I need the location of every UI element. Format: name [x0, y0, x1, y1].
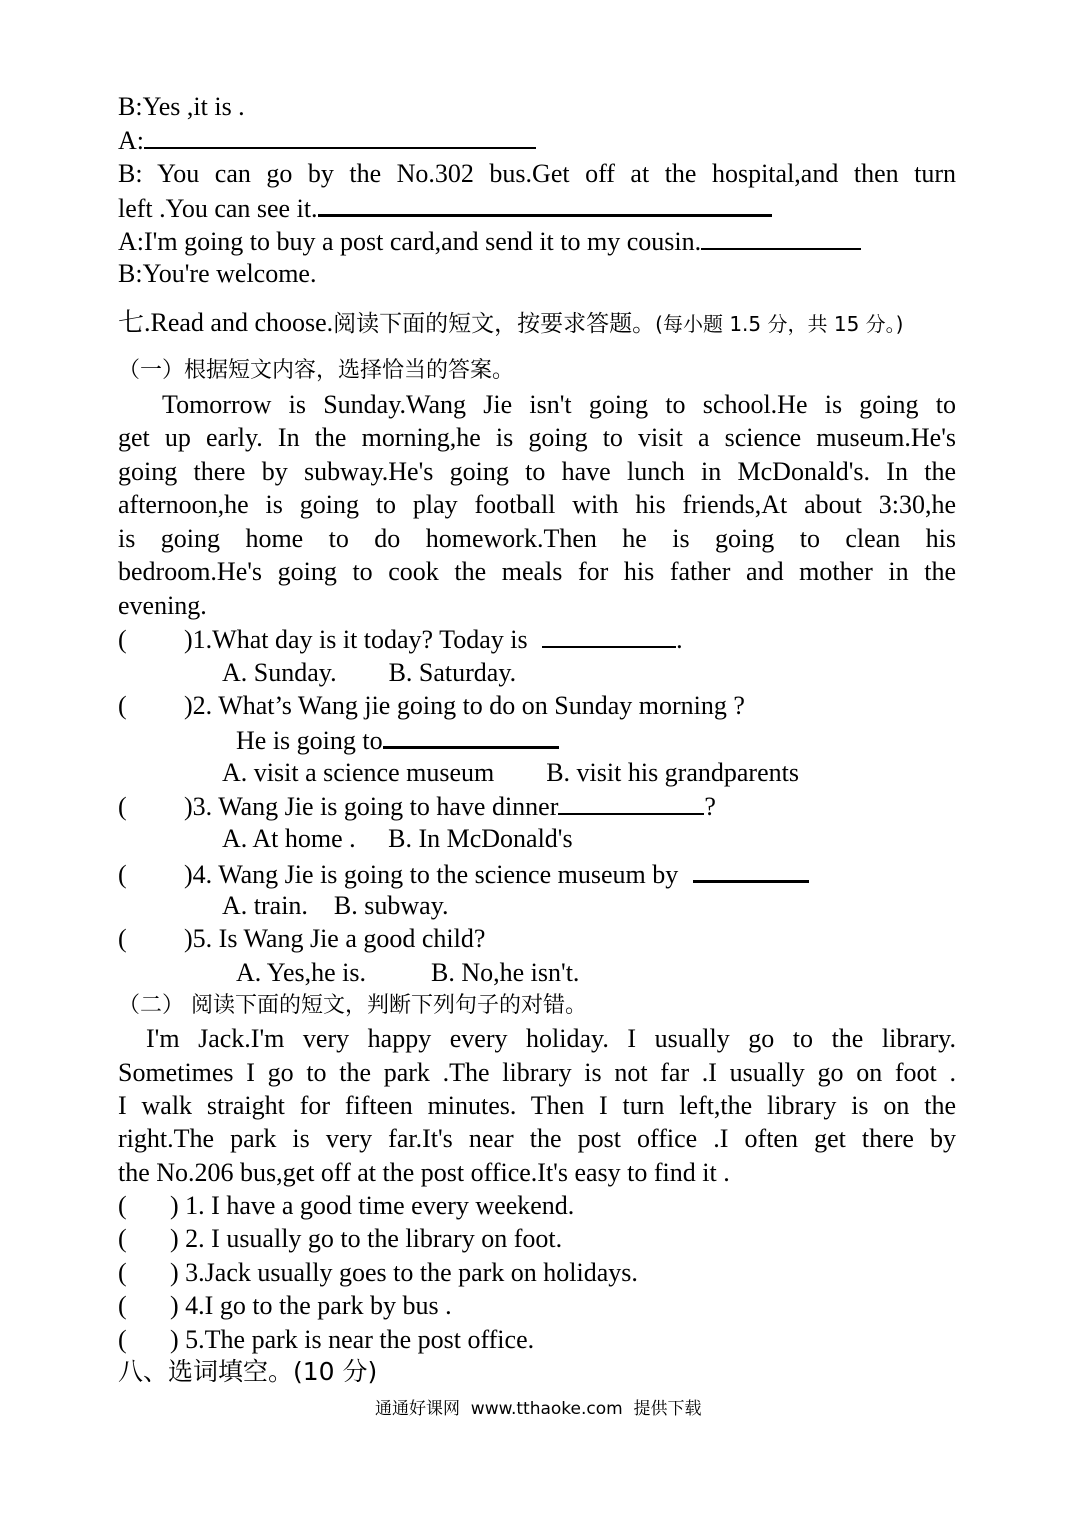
- score-note: (每小题 1.5 分，共 15 分。): [655, 312, 904, 336]
- passage-line: going there by subway.He's going to have lunch in McDonald's. In the: [118, 457, 956, 486]
- question: [118, 689, 745, 723]
- options: A. train. B. subway.: [222, 891, 449, 920]
- question-text: )3. Wang Jie is going to have dinner: [184, 792, 559, 821]
- dialog-text: B:Yes ,it is .: [118, 92, 245, 121]
- question-sub-text: He is going to: [236, 726, 383, 755]
- answer-paren[interactable]: (: [118, 860, 127, 889]
- true-false-item: [118, 1222, 562, 1256]
- part-title: （二） 阅读下面的短文，判断下列句子的对错。: [118, 993, 587, 1018]
- dialog-line: [118, 224, 861, 259]
- answer-paren[interactable]: (: [118, 625, 127, 654]
- answer-paren[interactable]: (: [118, 792, 127, 821]
- dialog-text: A:I'm going to buy a post card,and send it to my cousin.: [118, 227, 702, 256]
- question-end: ?: [704, 792, 716, 821]
- part-title: （一）根据短文内容，选择恰当的答案。: [118, 358, 515, 383]
- options: A. visit a science museum B. visit his grandparents: [222, 758, 799, 787]
- options: A. Sunday. B. Saturday.: [222, 658, 517, 687]
- dialog-line: B: You can go by the No.302 bus.Get off at the hospital,and then turn: [118, 159, 956, 188]
- question: [118, 922, 485, 956]
- section-title-en: 七.Read and choose.: [118, 308, 334, 337]
- passage-line: get up early. In the morning,he is going to visit a science museum.He's: [118, 423, 956, 452]
- passage-line: Sometimes I go to the park .The library is not far .I usually go on foot .: [118, 1058, 956, 1087]
- question-end: .: [676, 625, 683, 654]
- statement-text: ) 4.I go to the park by bus .: [170, 1291, 452, 1320]
- answer-blank[interactable]: [558, 789, 704, 815]
- passage-line: Tomorrow is Sunday.Wang Jie isn't going to school.He is going to: [162, 390, 956, 419]
- true-false-item: [118, 1256, 638, 1290]
- section-heading: [118, 306, 903, 341]
- true-false-item: [118, 1323, 534, 1357]
- question-text: )1.What day is it today? Today is: [184, 625, 535, 654]
- passage-line: the No.206 bus,get off at the post office.It's easy to find it .: [118, 1158, 730, 1187]
- dialog-line: [118, 90, 245, 124]
- options: A. At home . B. In McDonald's: [222, 824, 573, 853]
- answer-paren[interactable]: (: [118, 1258, 127, 1287]
- page-footer: 通通好课网 www.tthaoke.com 提供下载: [375, 1399, 702, 1419]
- statement-text: ) 2. I usually go to the library on foot.: [170, 1224, 563, 1253]
- passage-line: bedroom.He's going to cook the meals for his father and mother in the: [118, 557, 956, 586]
- passage-line: afternoon,he is going to play football with his friends,At about 3:30,he: [118, 490, 956, 519]
- statement-text: ) 5.The park is near the post office.: [170, 1325, 535, 1354]
- answer-paren[interactable]: (: [118, 1291, 127, 1320]
- answer-blank[interactable]: [144, 123, 536, 149]
- passage-line: is going home to do homework.Then he is going to clean his: [118, 524, 956, 553]
- question: [118, 622, 683, 657]
- answer-blank[interactable]: [701, 224, 861, 250]
- passage-line: right.The park is very far.It's near the post office .I often get there by: [118, 1124, 956, 1153]
- dialog-text: A:: [118, 126, 144, 155]
- options: A. Yes,he is. B. No,he isn't.: [236, 958, 580, 987]
- question: [118, 856, 809, 892]
- dialog-text: B:You're welcome.: [118, 259, 317, 288]
- answer-paren[interactable]: (: [118, 1224, 127, 1253]
- passage-line: I walk straight for fifteen minutes. Then I turn left,the library is on the: [118, 1091, 956, 1120]
- answer-paren[interactable]: (: [118, 691, 127, 720]
- question: [118, 789, 716, 824]
- answer-paren[interactable]: (: [118, 1325, 127, 1354]
- dialog-line: [118, 257, 316, 291]
- dialog-line: [118, 123, 536, 158]
- true-false-item: [118, 1289, 452, 1323]
- passage-line: I'm Jack.I'm very happy every holiday. I usually go to the library.: [146, 1024, 956, 1053]
- question-sub: [236, 722, 559, 758]
- answer-paren[interactable]: (: [118, 924, 127, 953]
- section-heading: 八、选词填空。(10 分): [118, 1357, 378, 1386]
- answer-blank[interactable]: [542, 622, 676, 648]
- question-text: )5. Is Wang Jie a good child?: [184, 924, 486, 953]
- dialog-line: [118, 190, 772, 226]
- question-text: )4. Wang Jie is going to the science museum by: [184, 860, 685, 889]
- passage-line: evening.: [118, 591, 207, 620]
- answer-blank[interactable]: [318, 190, 772, 217]
- statement-text: ) 1. I have a good time every weekend.: [170, 1191, 575, 1220]
- section-title-zh: 阅读下面的短文，按要求答题。: [333, 311, 656, 337]
- answer-blank[interactable]: [383, 722, 559, 749]
- dialog-text: left .You can see it.: [118, 194, 318, 223]
- question-text: )2. What’s Wang jie going to do on Sunday morning ?: [184, 691, 745, 720]
- statement-text: ) 3.Jack usually goes to the park on holidays.: [170, 1258, 638, 1287]
- answer-blank[interactable]: [693, 856, 809, 883]
- true-false-item: [118, 1189, 574, 1223]
- answer-paren[interactable]: (: [118, 1191, 127, 1220]
